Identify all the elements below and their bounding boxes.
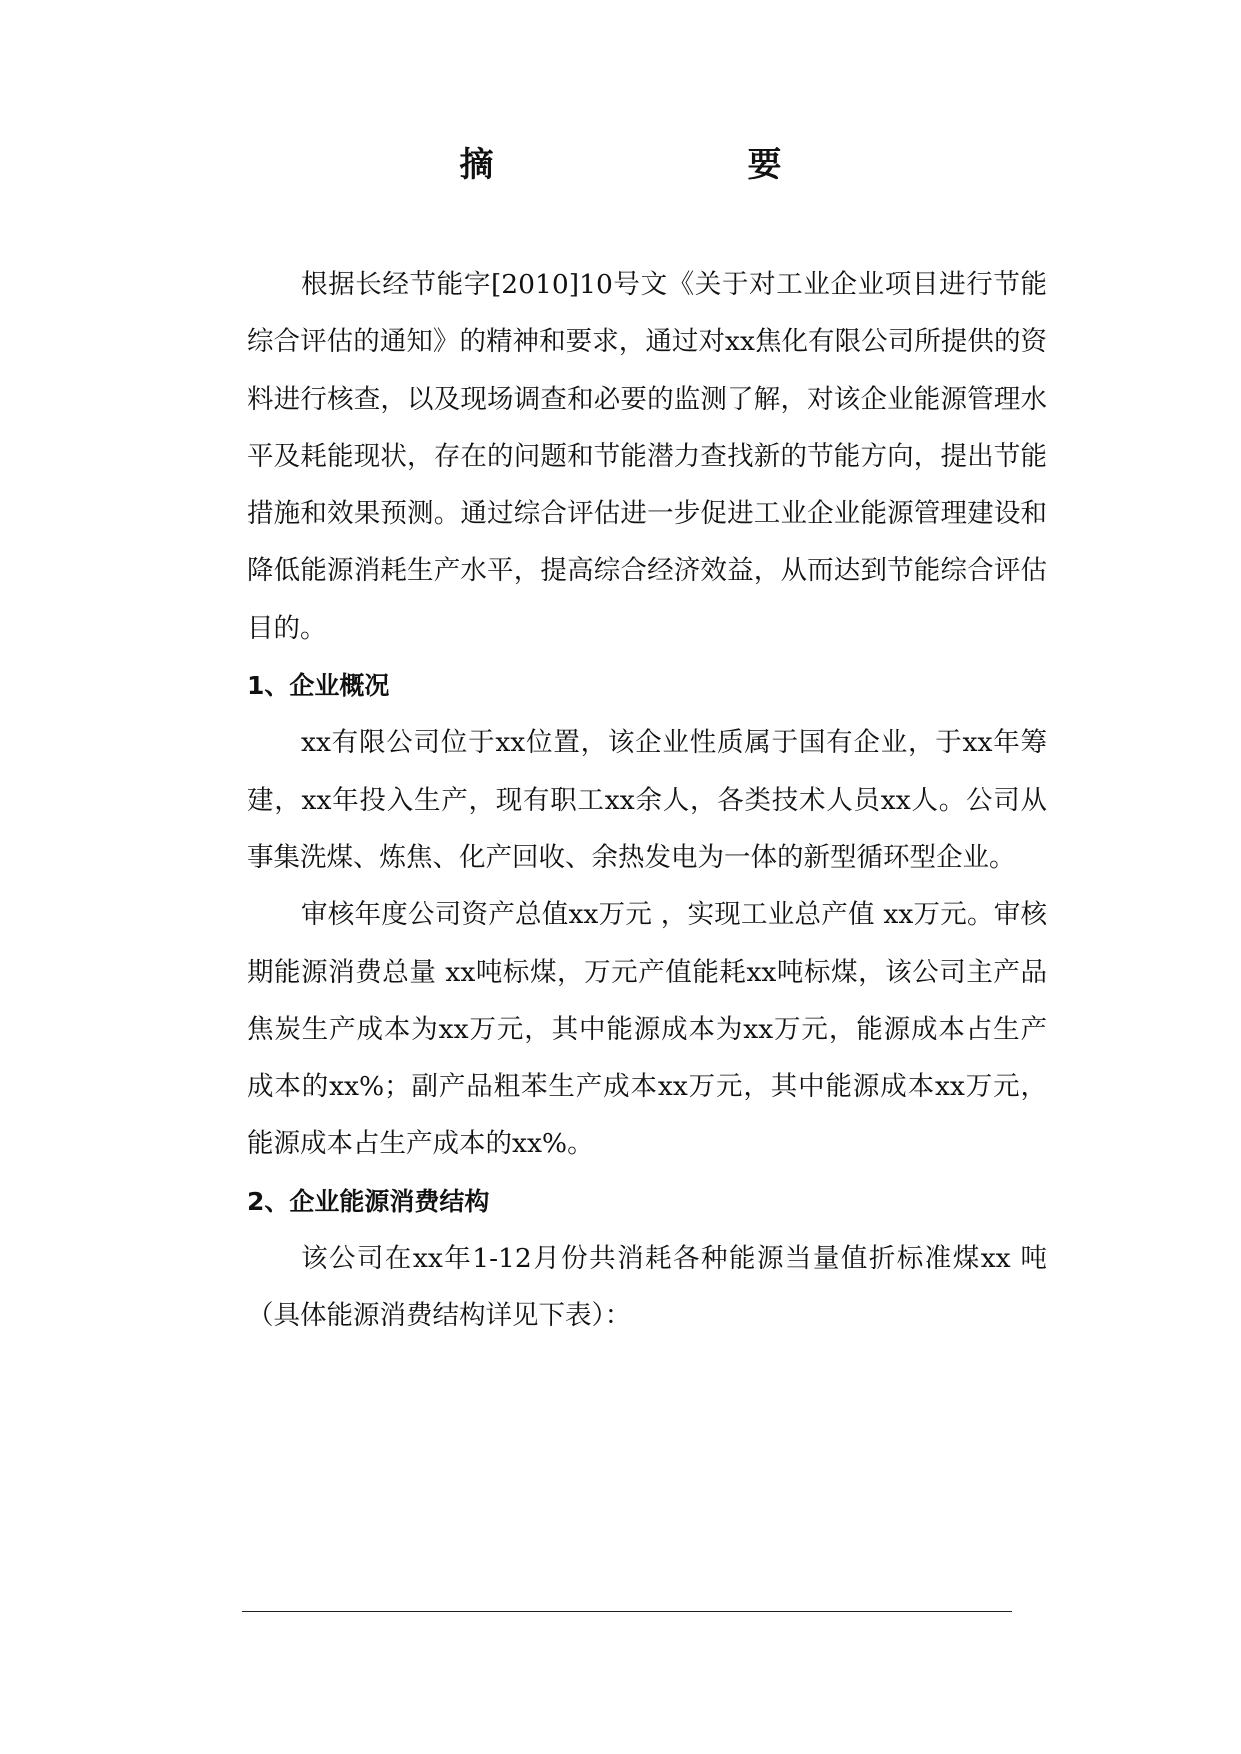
page-title: 摘 要: [459, 145, 844, 185]
section-heading-energy-structure: 2、企业能源消费结构: [247, 1186, 490, 1216]
company-overview-paragraph: xx有限公司位于xx位置，该企业性质属于国有企业，于xx年筹建，xx年投入生产，现有职工xx余人，各类技术人员xx人。公司从事集洗煤、炼焦、化产回收、余热发电为一体的新型循环型企业。: [247, 727, 1047, 873]
section-heading-company-overview: 1、企业概况: [247, 671, 390, 701]
audit-summary-paragraph: 审核年度公司资产总值xx万元 ，实现工业总产值 xx万元。审核期能源消费总量 xx吨标煤，万元产值能耗xx吨标煤，该公司主产品焦炭生产成本为xx万元，其中能源成本为xx万元，能源成本占生产成本的xx%；副产品粗苯生产成本xx万元，其中能源成本xx万元，能源成本占生产成本的xx%。: [247, 899, 1047, 1160]
intro-paragraph: 根据长经节能字[2010]10号文《关于对工业企业项目进行节能综合评估的通知》的精神和要求，通过对xx焦化有限公司所提供的资料进行核查，以及现场调查和必要的监测了解，对该企业能源管理水平及耗能现状，存在的问题和节能潜力查找新的节能方向，提出节能措施和效果预测。通过综合评估进一步促进工业企业能源管理建设和降低能源消耗生产水平，提高综合经济效益，从而达到节能综合评估目的。: [247, 269, 1047, 644]
document-body: [247, 256, 1047, 1345]
footer-divider: [242, 1611, 1012, 1612]
energy-structure-paragraph: 该公司在xx年1-12月份共消耗各种能源当量值折标准煤xx 吨（具体能源消费结构详见下表）：: [247, 1243, 1047, 1332]
